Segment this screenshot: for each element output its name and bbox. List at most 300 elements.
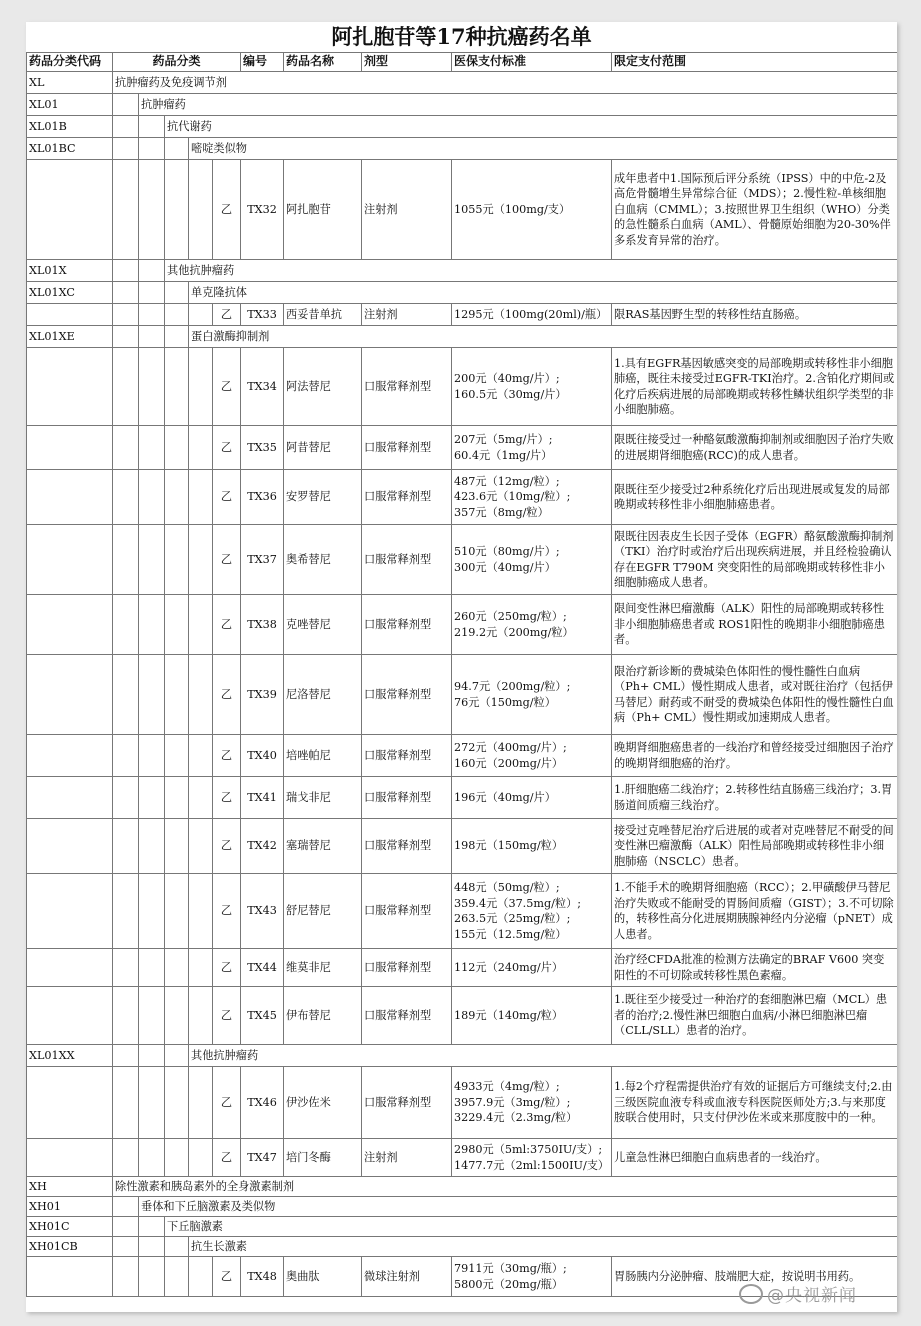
- standard-line: 7911元（30mg/瓶）;: [454, 1262, 567, 1275]
- indent-cell: [189, 525, 213, 595]
- indent-cell: [189, 655, 213, 735]
- drug-form: 口服常释剂型: [362, 874, 452, 949]
- indent-cell: [189, 426, 213, 470]
- category-row: [27, 116, 898, 138]
- category-row: [27, 72, 898, 94]
- indent-cell: [189, 777, 213, 819]
- standard-line: 487元（12mg/粒）;: [454, 474, 560, 488]
- indent-cell: [139, 426, 165, 470]
- drug-form: 口服常释剂型: [362, 655, 452, 735]
- drug-name: 伊布替尼: [284, 987, 362, 1045]
- category-row: [27, 260, 898, 282]
- drug-number: TX41: [241, 777, 284, 819]
- category-row: [27, 1177, 898, 1197]
- code-cell: [27, 874, 113, 949]
- standard-line: 94.7元（200mg/粒）;: [454, 680, 571, 693]
- drug-scope: 限间变性淋巴瘤激酶（ALK）阳性的局部晚期或转移性非小细胞肺癌患者或 ROS1阳性的晚期非小细胞肺癌患者。: [612, 595, 897, 655]
- indent-cell: [165, 819, 189, 874]
- drug-scope: 儿童急性淋巴细胞白血病患者的一线治疗。: [612, 1139, 897, 1177]
- indent-cell: [113, 1257, 139, 1297]
- indent-cell: [113, 1139, 139, 1177]
- drug-standard: [452, 735, 612, 777]
- indent-cell: [189, 160, 213, 260]
- standard-line: 160元（200mg/片）: [454, 756, 564, 770]
- indent-cell: [139, 819, 165, 874]
- indent-cell: [139, 735, 165, 777]
- standard-line: 189元（140mg/粒）: [454, 1008, 564, 1022]
- drug-form: 口服常释剂型: [362, 470, 452, 525]
- indent-cell: [139, 987, 165, 1045]
- indent-cell: [113, 525, 139, 595]
- drug-number: TX43: [241, 874, 284, 949]
- indent-cell: [139, 282, 165, 304]
- standard-line: 60.4元（1mg/片）: [454, 448, 553, 462]
- drug-form: 口服常释剂型: [362, 1067, 452, 1139]
- drug-name: 维莫非尼: [284, 949, 362, 987]
- indent-cell: [165, 160, 189, 260]
- standard-line: 1295元（100mg(20ml)/瓶）: [454, 307, 608, 321]
- drug-name: 奥曲肽: [284, 1257, 362, 1297]
- header-standard: 医保支付标准: [452, 53, 612, 72]
- code-cell: [27, 777, 113, 819]
- standard-line: 423.6元（10mg/粒）;: [454, 490, 571, 504]
- category-label: 抗肿瘤药及免疫调节剂: [113, 72, 898, 94]
- category-label: 其他抗肿瘤药: [165, 260, 898, 282]
- drug-number: TX34: [241, 348, 284, 426]
- drug-grade: 乙: [213, 1067, 241, 1139]
- drug-row: [27, 949, 898, 987]
- drug-name: 安罗替尼: [284, 470, 362, 525]
- drug-row: [27, 819, 898, 874]
- category-row: [27, 1045, 898, 1067]
- drug-name: 阿扎胞苷: [284, 160, 362, 260]
- drug-scope: 限既往至少接受过2种系统化疗后出现进展或复发的局部晚期或转移性非小细胞肺癌患者。: [612, 470, 897, 525]
- indent-cell: [189, 735, 213, 777]
- indent-cell: [113, 426, 139, 470]
- indent-cell: [113, 138, 139, 160]
- indent-cell: [165, 282, 189, 304]
- indent-cell: [113, 735, 139, 777]
- drug-form: 口服常释剂型: [362, 819, 452, 874]
- drug-form: 口服常释剂型: [362, 777, 452, 819]
- drug-row: [27, 655, 898, 735]
- weibo-logo-icon: [739, 1284, 763, 1304]
- drug-row: [27, 525, 898, 595]
- category-code: XH01: [27, 1197, 113, 1217]
- watermark-text: @央视新闻: [767, 1286, 857, 1306]
- category-row: [27, 1217, 898, 1237]
- drug-name: 西妥昔单抗: [284, 304, 362, 326]
- indent-cell: [139, 326, 165, 348]
- standard-line: 359.4元（37.5mg/粒）;: [454, 896, 582, 910]
- standard-line: 357元（8mg/粒）: [454, 505, 549, 519]
- category-label: 抗代谢药: [165, 116, 898, 138]
- indent-cell: [113, 949, 139, 987]
- drug-form: 注射剂: [362, 304, 452, 326]
- drug-standard: [452, 525, 612, 595]
- drug-form: 口服常释剂型: [362, 949, 452, 987]
- indent-cell: [165, 987, 189, 1045]
- standard-line: 155元（12.5mg/粒）: [454, 927, 567, 941]
- code-cell: [27, 426, 113, 470]
- indent-cell: [189, 874, 213, 949]
- standard-line: 198元（150mg/粒）: [454, 839, 564, 853]
- drug-grade: 乙: [213, 949, 241, 987]
- standard-line: 260元（250mg/粒）;: [454, 610, 567, 623]
- indent-cell: [113, 1045, 139, 1067]
- watermark: [739, 1281, 857, 1306]
- indent-cell: [165, 326, 189, 348]
- drug-grade: 乙: [213, 735, 241, 777]
- code-cell: [27, 1139, 113, 1177]
- drug-form: 口服常释剂型: [362, 595, 452, 655]
- table-header-row: [27, 53, 898, 72]
- drug-grade: 乙: [213, 987, 241, 1045]
- drug-number: TX46: [241, 1067, 284, 1139]
- drug-form: 口服常释剂型: [362, 426, 452, 470]
- indent-cell: [113, 987, 139, 1045]
- category-label: 嘧啶类似物: [189, 138, 898, 160]
- indent-cell: [113, 470, 139, 525]
- indent-cell: [113, 874, 139, 949]
- drug-standard: [452, 1257, 612, 1297]
- indent-cell: [139, 777, 165, 819]
- header-form: 剂型: [362, 53, 452, 72]
- indent-cell: [189, 1067, 213, 1139]
- drug-scope: 限既往接受过一种酪氨酸激酶抑制剂或细胞因子治疗失败的进展期肾细胞癌(RCC)的成人患者。: [612, 426, 897, 470]
- drug-row: [27, 304, 898, 326]
- drug-standard: [452, 819, 612, 874]
- drug-name: 奥希替尼: [284, 525, 362, 595]
- drug-number: TX38: [241, 595, 284, 655]
- drug-form: 口服常释剂型: [362, 987, 452, 1045]
- drug-standard: [452, 304, 612, 326]
- indent-cell: [189, 304, 213, 326]
- code-cell: [27, 987, 113, 1045]
- code-cell: [27, 160, 113, 260]
- drug-grade: 乙: [213, 525, 241, 595]
- category-row: [27, 282, 898, 304]
- code-cell: [27, 1257, 113, 1297]
- drug-form: 口服常释剂型: [362, 525, 452, 595]
- indent-cell: [139, 116, 165, 138]
- drug-standard: [452, 655, 612, 735]
- indent-cell: [113, 1067, 139, 1139]
- standard-line: 76元（150mg/粒）: [454, 695, 556, 709]
- category-row: [27, 326, 898, 348]
- indent-cell: [139, 1217, 165, 1237]
- indent-cell: [165, 949, 189, 987]
- drug-number: TX32: [241, 160, 284, 260]
- drug-scope: 1.不能手术的晚期肾细胞癌（RCC）；2.甲磺酸伊马替尼治疗失败或不能耐受的胃肠间质瘤（GIST）；3.不可切除的，转移性高分化进展期胰腺神经内分泌瘤（pNET）成人患者。: [612, 874, 897, 949]
- indent-cell: [139, 655, 165, 735]
- drug-scope: 1.既往至少接受过一种治疗的套细胞淋巴瘤（MCL）患者的治疗;2.慢性淋巴细胞白血病/小淋巴细胞淋巴瘤（CLL/SLL）患者的治疗。: [612, 987, 897, 1045]
- category-row: [27, 1197, 898, 1217]
- drug-name: 塞瑞替尼: [284, 819, 362, 874]
- drug-scope: 晚期肾细胞癌患者的一线治疗和曾经接受过细胞因子治疗的晚期肾细胞癌的治疗。: [612, 735, 897, 777]
- category-label: 其他抗肿瘤药: [189, 1045, 898, 1067]
- indent-cell: [165, 1067, 189, 1139]
- drug-number: TX47: [241, 1139, 284, 1177]
- drug-scope: 成年患者中1.国际预后评分系统（IPSS）中的中危-2及高危骨髓增生异常综合征（MDS）；2.慢性粒-单核细胞白血病（CMML）；3.按照世界卫生组织（WHO）分类的急性髓系白血病（AML）、骨髓原始细胞为20-30%伴多系发育异常的治疗。: [612, 160, 897, 260]
- indent-cell: [113, 282, 139, 304]
- drug-standard: [452, 470, 612, 525]
- drug-number: TX40: [241, 735, 284, 777]
- drug-number: TX44: [241, 949, 284, 987]
- indent-cell: [113, 348, 139, 426]
- drug-standard: [452, 874, 612, 949]
- indent-cell: [113, 304, 139, 326]
- drug-row: [27, 595, 898, 655]
- indent-cell: [113, 819, 139, 874]
- drug-row: [27, 987, 898, 1045]
- code-cell: [27, 949, 113, 987]
- category-code: XH: [27, 1177, 113, 1197]
- drug-scope: 接受过克唑替尼治疗后进展的或者对克唑替尼不耐受的间变性淋巴瘤激酶（ALK）阳性局部晚期或转移性非小细胞肺癌（NSCLC）患者。: [612, 819, 897, 874]
- drug-row: [27, 426, 898, 470]
- category-label: 抗生长激素: [189, 1237, 898, 1257]
- drug-name: 瑞戈非尼: [284, 777, 362, 819]
- indent-cell: [165, 735, 189, 777]
- drug-name: 阿法替尼: [284, 348, 362, 426]
- drug-number: TX37: [241, 525, 284, 595]
- standard-line: 219.2元（200mg/粒）: [454, 625, 574, 639]
- indent-cell: [113, 160, 139, 260]
- drug-scope: 胃肠胰内分泌肿瘤、肢端肥大症，按说明书用药。: [612, 1257, 897, 1297]
- indent-cell: [113, 1237, 139, 1257]
- standard-line: 5800元（20mg/瓶）: [454, 1277, 564, 1291]
- drug-scope: 1.每2个疗程需提供治疗有效的证据后方可继续支付;2.由三级医院血液专科或血液专科医院医师处方;3.与来那度胺联合使用时，只支付伊沙佐米或来那度胺中的一种。: [612, 1067, 897, 1139]
- drug-scope: 1.具有EGFR基因敏感突变的局部晚期或转移性非小细胞肺癌，既往未接受过EGFR-TKI治疗。2.含铂化疗期间或化疗后疾病进展的局部晚期或转移性鳞状组织学类型的非小细胞肺癌。: [612, 348, 897, 426]
- standard-line: 160.5元（30mg/片）: [454, 387, 567, 401]
- drug-name: 克唑替尼: [284, 595, 362, 655]
- drug-form: 微球注射剂: [362, 1257, 452, 1297]
- drug-scope: 限RAS基因野生型的转移性结直肠癌。: [612, 304, 897, 326]
- indent-cell: [165, 1139, 189, 1177]
- category-code: XL01B: [27, 116, 113, 138]
- indent-cell: [165, 874, 189, 949]
- indent-cell: [165, 304, 189, 326]
- indent-cell: [113, 655, 139, 735]
- drug-row: [27, 735, 898, 777]
- standard-line: 4933元（4mg/粒）;: [454, 1080, 560, 1094]
- drug-form: 注射剂: [362, 1139, 452, 1177]
- indent-cell: [189, 348, 213, 426]
- drug-standard: [452, 949, 612, 987]
- code-cell: [27, 525, 113, 595]
- indent-cell: [165, 777, 189, 819]
- indent-cell: [189, 819, 213, 874]
- drug-form: 注射剂: [362, 160, 452, 260]
- drug-grade: 乙: [213, 874, 241, 949]
- drug-number: TX45: [241, 987, 284, 1045]
- category-code: XL01X: [27, 260, 113, 282]
- drug-name: 伊沙佐米: [284, 1067, 362, 1139]
- drug-grade: 乙: [213, 348, 241, 426]
- standard-line: 272元（400mg/片）;: [454, 741, 567, 754]
- category-code: XH01CB: [27, 1237, 113, 1257]
- category-code: XL01BC: [27, 138, 113, 160]
- indent-cell: [113, 94, 139, 116]
- indent-cell: [189, 987, 213, 1045]
- drug-grade: 乙: [213, 470, 241, 525]
- drug-scope: 限治疗新诊断的费城染色体阳性的慢性髓性白血病（Ph+ CML）慢性期成人患者，或对既往治疗（包括伊马替尼）耐药或不耐受的费城染色体阳性的慢性髓性白血病（Ph+ CML）慢性期或加速期成人患者。: [612, 655, 897, 735]
- drug-form: 口服常释剂型: [362, 348, 452, 426]
- indent-cell: [113, 777, 139, 819]
- drug-row: [27, 160, 898, 260]
- drug-grade: 乙: [213, 777, 241, 819]
- category-label: 垂体和下丘脑激素及类似物: [139, 1197, 898, 1217]
- drug-grade: 乙: [213, 595, 241, 655]
- header-number: 编号: [241, 53, 284, 72]
- indent-cell: [139, 525, 165, 595]
- indent-cell: [139, 874, 165, 949]
- standard-line: 3229.4元（2.3mg/粒）: [454, 1111, 578, 1125]
- standard-line: 112元（240mg/片）: [454, 960, 564, 974]
- drug-number: TX35: [241, 426, 284, 470]
- drug-grade: 乙: [213, 819, 241, 874]
- code-cell: [27, 348, 113, 426]
- drug-scope: 限既往因表皮生长因子受体（EGFR）酪氨酸激酶抑制剂（TKI）治疗时或治疗后出现疾病进展，并且经检验确认存在EGFR T790M 突变阳性的局部晚期或转移性非小细胞肺癌成人患者。: [612, 525, 897, 595]
- drug-form: 口服常释剂型: [362, 735, 452, 777]
- indent-cell: [189, 949, 213, 987]
- indent-cell: [113, 1197, 139, 1217]
- standard-line: 263.5元（25mg/粒）;: [454, 912, 571, 925]
- document-page: [26, 22, 897, 1312]
- category-code: XL01XE: [27, 326, 113, 348]
- code-cell: [27, 1067, 113, 1139]
- indent-cell: [165, 595, 189, 655]
- drug-name: 培门冬酶: [284, 1139, 362, 1177]
- indent-cell: [189, 595, 213, 655]
- drug-grade: 乙: [213, 655, 241, 735]
- indent-cell: [113, 326, 139, 348]
- indent-cell: [165, 525, 189, 595]
- standard-line: 3957.9元（3mg/粒）;: [454, 1095, 571, 1109]
- code-cell: [27, 819, 113, 874]
- category-row: [27, 138, 898, 160]
- indent-cell: [113, 260, 139, 282]
- category-code: XH01C: [27, 1217, 113, 1237]
- standard-line: 207元（5mg/片）;: [454, 433, 553, 446]
- drug-scope: 治疗经CFDA批准的检测方法确定的BRAF V600 突变阳性的不可切除或转移性黑色素瘤。: [612, 949, 897, 987]
- drug-scope: 1.肝细胞癌二线治疗；2.转移性结直肠癌三线治疗；3.胃肠道间质瘤三线治疗。: [612, 777, 897, 819]
- indent-cell: [189, 1139, 213, 1177]
- category-code: XL: [27, 72, 113, 94]
- header-scope: 限定支付范围: [612, 53, 897, 72]
- indent-cell: [165, 1237, 189, 1257]
- indent-cell: [165, 470, 189, 525]
- category-label: 抗肿瘤药: [139, 94, 898, 116]
- indent-cell: [139, 1067, 165, 1139]
- drug-number: TX36: [241, 470, 284, 525]
- category-label: 除性激素和胰岛素外的全身激素制剂: [113, 1177, 898, 1197]
- drug-name: 阿昔替尼: [284, 426, 362, 470]
- drug-standard: [452, 1139, 612, 1177]
- indent-cell: [189, 470, 213, 525]
- code-cell: [27, 595, 113, 655]
- indent-cell: [165, 138, 189, 160]
- drug-standard: [452, 1067, 612, 1139]
- header-name: 药品名称: [284, 53, 362, 72]
- drug-row: [27, 470, 898, 525]
- indent-cell: [139, 260, 165, 282]
- header-code: 药品分类代码: [27, 53, 113, 72]
- drug-grade: 乙: [213, 1257, 241, 1297]
- indent-cell: [139, 1237, 165, 1257]
- drug-name: 培唑帕尼: [284, 735, 362, 777]
- category-row: [27, 94, 898, 116]
- drug-standard: [452, 987, 612, 1045]
- document-title: 阿扎胞苷等17种抗癌药名单: [331, 24, 592, 49]
- indent-cell: [165, 426, 189, 470]
- standard-line: 2980元（5ml:3750IU/支）;: [454, 1143, 603, 1156]
- drug-list-table: [26, 52, 897, 1297]
- indent-cell: [139, 304, 165, 326]
- header-category: 药品分类: [113, 53, 241, 72]
- drug-number: TX39: [241, 655, 284, 735]
- indent-cell: [139, 1045, 165, 1067]
- category-label: 蛋白激酶抑制剂: [189, 326, 898, 348]
- standard-line: 510元（80mg/片）;: [454, 545, 560, 558]
- indent-cell: [139, 1139, 165, 1177]
- drug-name: 尼洛替尼: [284, 655, 362, 735]
- indent-cell: [113, 595, 139, 655]
- category-code: XL01XC: [27, 282, 113, 304]
- indent-cell: [139, 595, 165, 655]
- standard-line: 1055元（100mg/支）: [454, 202, 571, 216]
- standard-line: 200元（40mg/片）;: [454, 372, 560, 385]
- drug-standard: [452, 595, 612, 655]
- indent-cell: [165, 1257, 189, 1297]
- indent-cell: [165, 1045, 189, 1067]
- drug-standard: [452, 348, 612, 426]
- drug-standard: [452, 426, 612, 470]
- code-cell: [27, 470, 113, 525]
- drug-number: TX42: [241, 819, 284, 874]
- drug-row: [27, 777, 898, 819]
- indent-cell: [139, 1257, 165, 1297]
- drug-row: [27, 1067, 898, 1139]
- indent-cell: [139, 470, 165, 525]
- indent-cell: [113, 116, 139, 138]
- code-cell: [27, 655, 113, 735]
- drug-row: [27, 1139, 898, 1177]
- category-row: [27, 1237, 898, 1257]
- drug-number: TX33: [241, 304, 284, 326]
- drug-grade: 乙: [213, 304, 241, 326]
- category-label: 单克隆抗体: [189, 282, 898, 304]
- indent-cell: [165, 348, 189, 426]
- drug-standard: [452, 160, 612, 260]
- drug-grade: 乙: [213, 1139, 241, 1177]
- drug-grade: 乙: [213, 160, 241, 260]
- drug-standard: [452, 777, 612, 819]
- code-cell: [27, 304, 113, 326]
- drug-row: [27, 874, 898, 949]
- indent-cell: [139, 949, 165, 987]
- indent-cell: [139, 160, 165, 260]
- category-code: XL01XX: [27, 1045, 113, 1067]
- indent-cell: [165, 655, 189, 735]
- code-cell: [27, 735, 113, 777]
- standard-line: 196元（40mg/片）: [454, 790, 556, 804]
- standard-line: 1477.7元（2ml:1500IU/支）: [454, 1158, 610, 1172]
- indent-cell: [189, 1257, 213, 1297]
- drug-grade: 乙: [213, 426, 241, 470]
- standard-line: 448元（50mg/粒）;: [454, 881, 560, 894]
- category-code: XL01: [27, 94, 113, 116]
